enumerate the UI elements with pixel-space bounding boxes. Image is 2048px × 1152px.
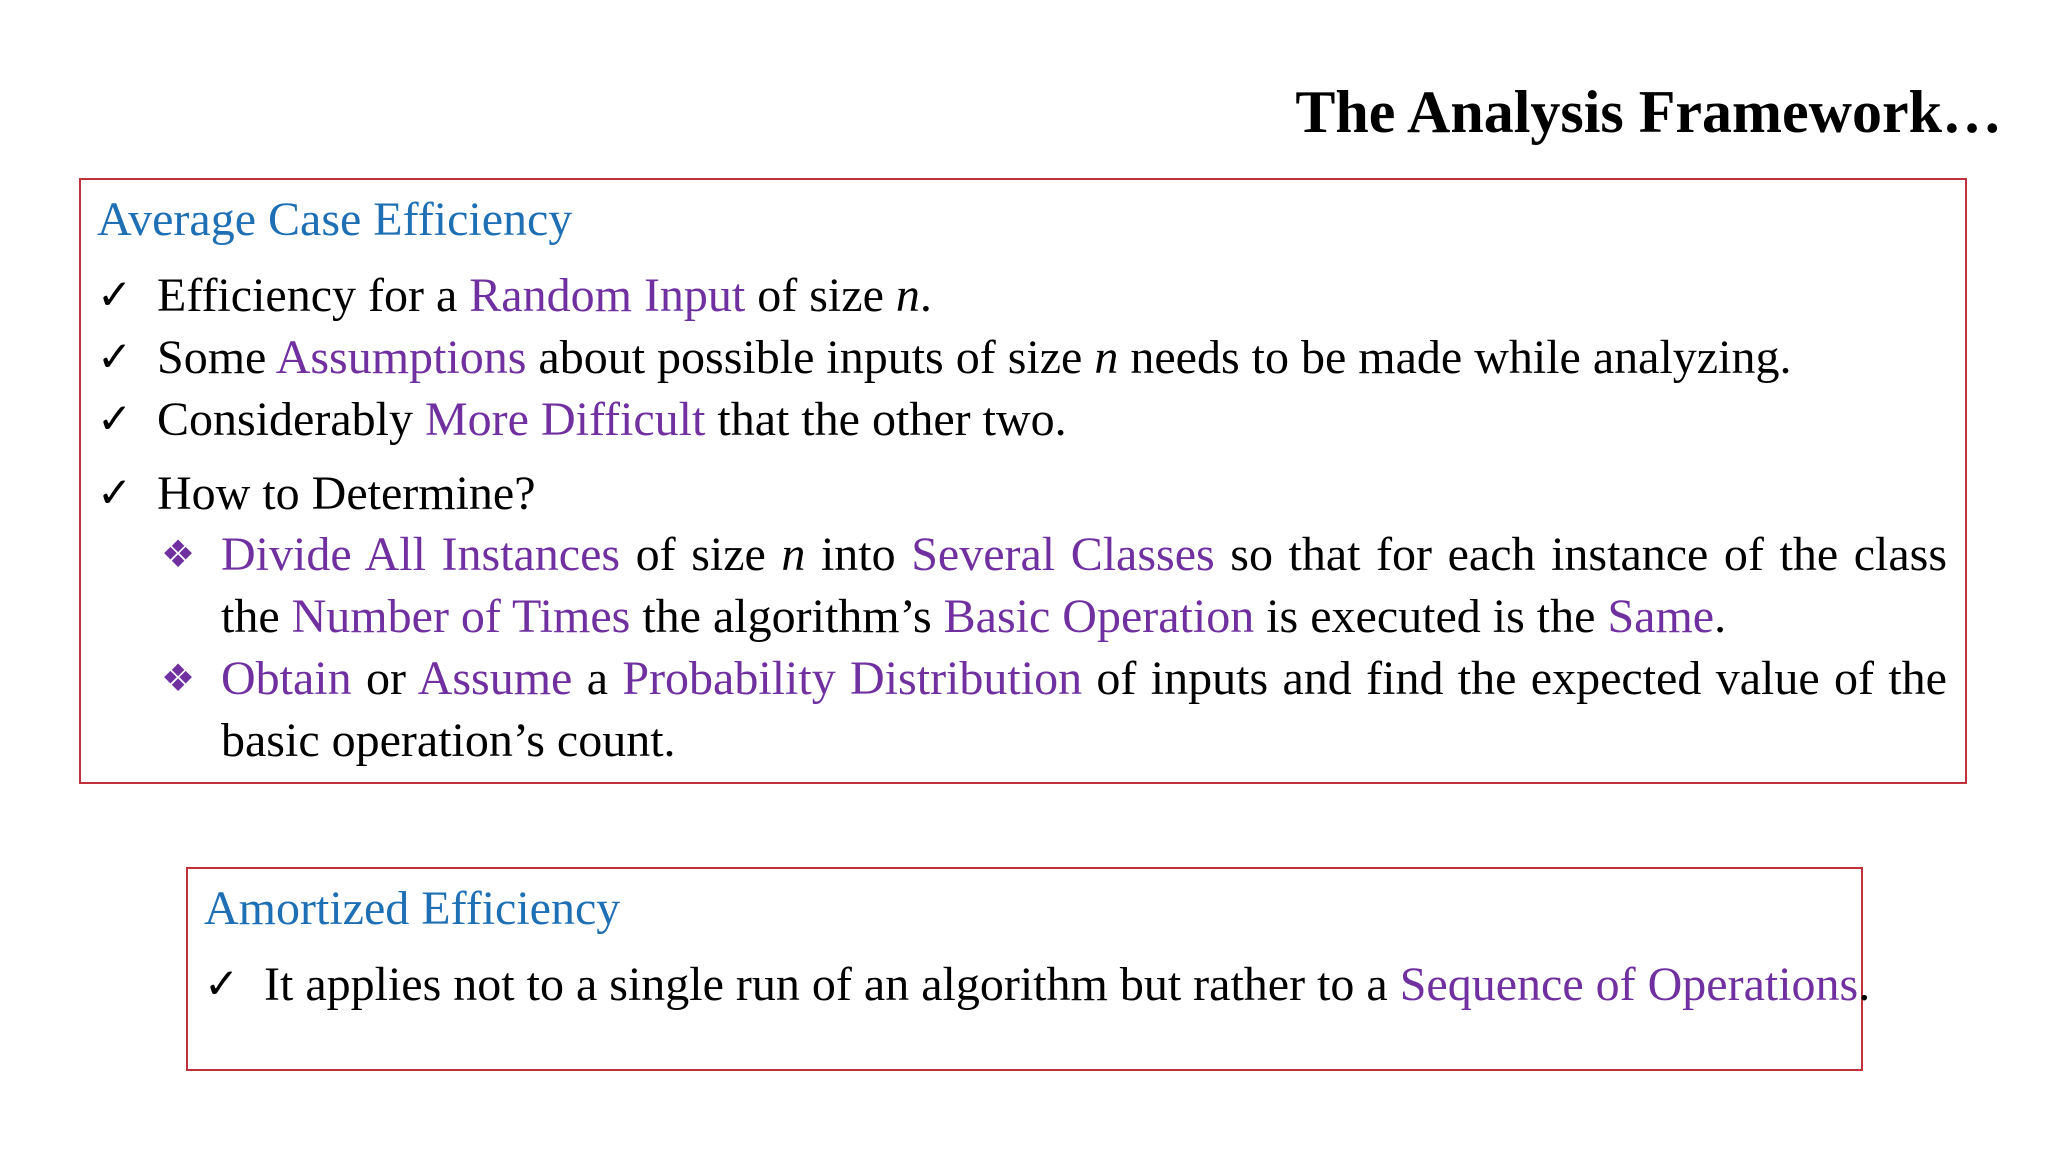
checkmark-icon: ✓ — [97, 335, 133, 381]
sub-bullet-probability-distribution: ❖ Obtain or Assume a Probability Distribution of inputs and find the expected value of the basic operation’s count. — [161, 648, 1947, 772]
checkmark-icon: ✓ — [204, 962, 240, 1008]
sub-bullet-divide-instances: ❖ Divide All Instances of size n into Several Classes so that for each instance of the class the Number of Times the algorithm’s Basic Operation is executed is the Same. — [161, 524, 1947, 648]
slide-title: The Analysis Framework… — [1295, 79, 2002, 145]
diamond-bullet-icon: ❖ — [161, 534, 196, 576]
checkmark-icon: ✓ — [97, 273, 133, 319]
amortized-efficiency-heading: Amortized Efficiency — [204, 882, 621, 935]
diamond-bullet-icon: ❖ — [161, 658, 196, 700]
average-case-box: Average Case Efficiency ✓ Efficiency for a Random Input of size n. ✓ Some Assumptions about possible inputs of size n needs to be made while analyzing. ✓ Considerably More Difficult that the other two. ✓ How to Determine? ❖ Divide All Instances of size n into Several Classes so that for each instance of the class the Number of Times the algorithm’s Basic Operation is executed is the Same. ❖ Obtain or Assume a Probability Distribution of inputs and find the expected value of the basic operation’s count. — [79, 178, 1967, 784]
checkmark-icon: ✓ — [97, 397, 133, 443]
checkmark-icon: ✓ — [97, 471, 133, 517]
average-case-heading: Average Case Efficiency — [97, 193, 573, 246]
amortized-efficiency-box: Amortized Efficiency ✓ It applies not to a single run of an algorithm but rather to a Sequence of Operations. — [186, 867, 1863, 1071]
